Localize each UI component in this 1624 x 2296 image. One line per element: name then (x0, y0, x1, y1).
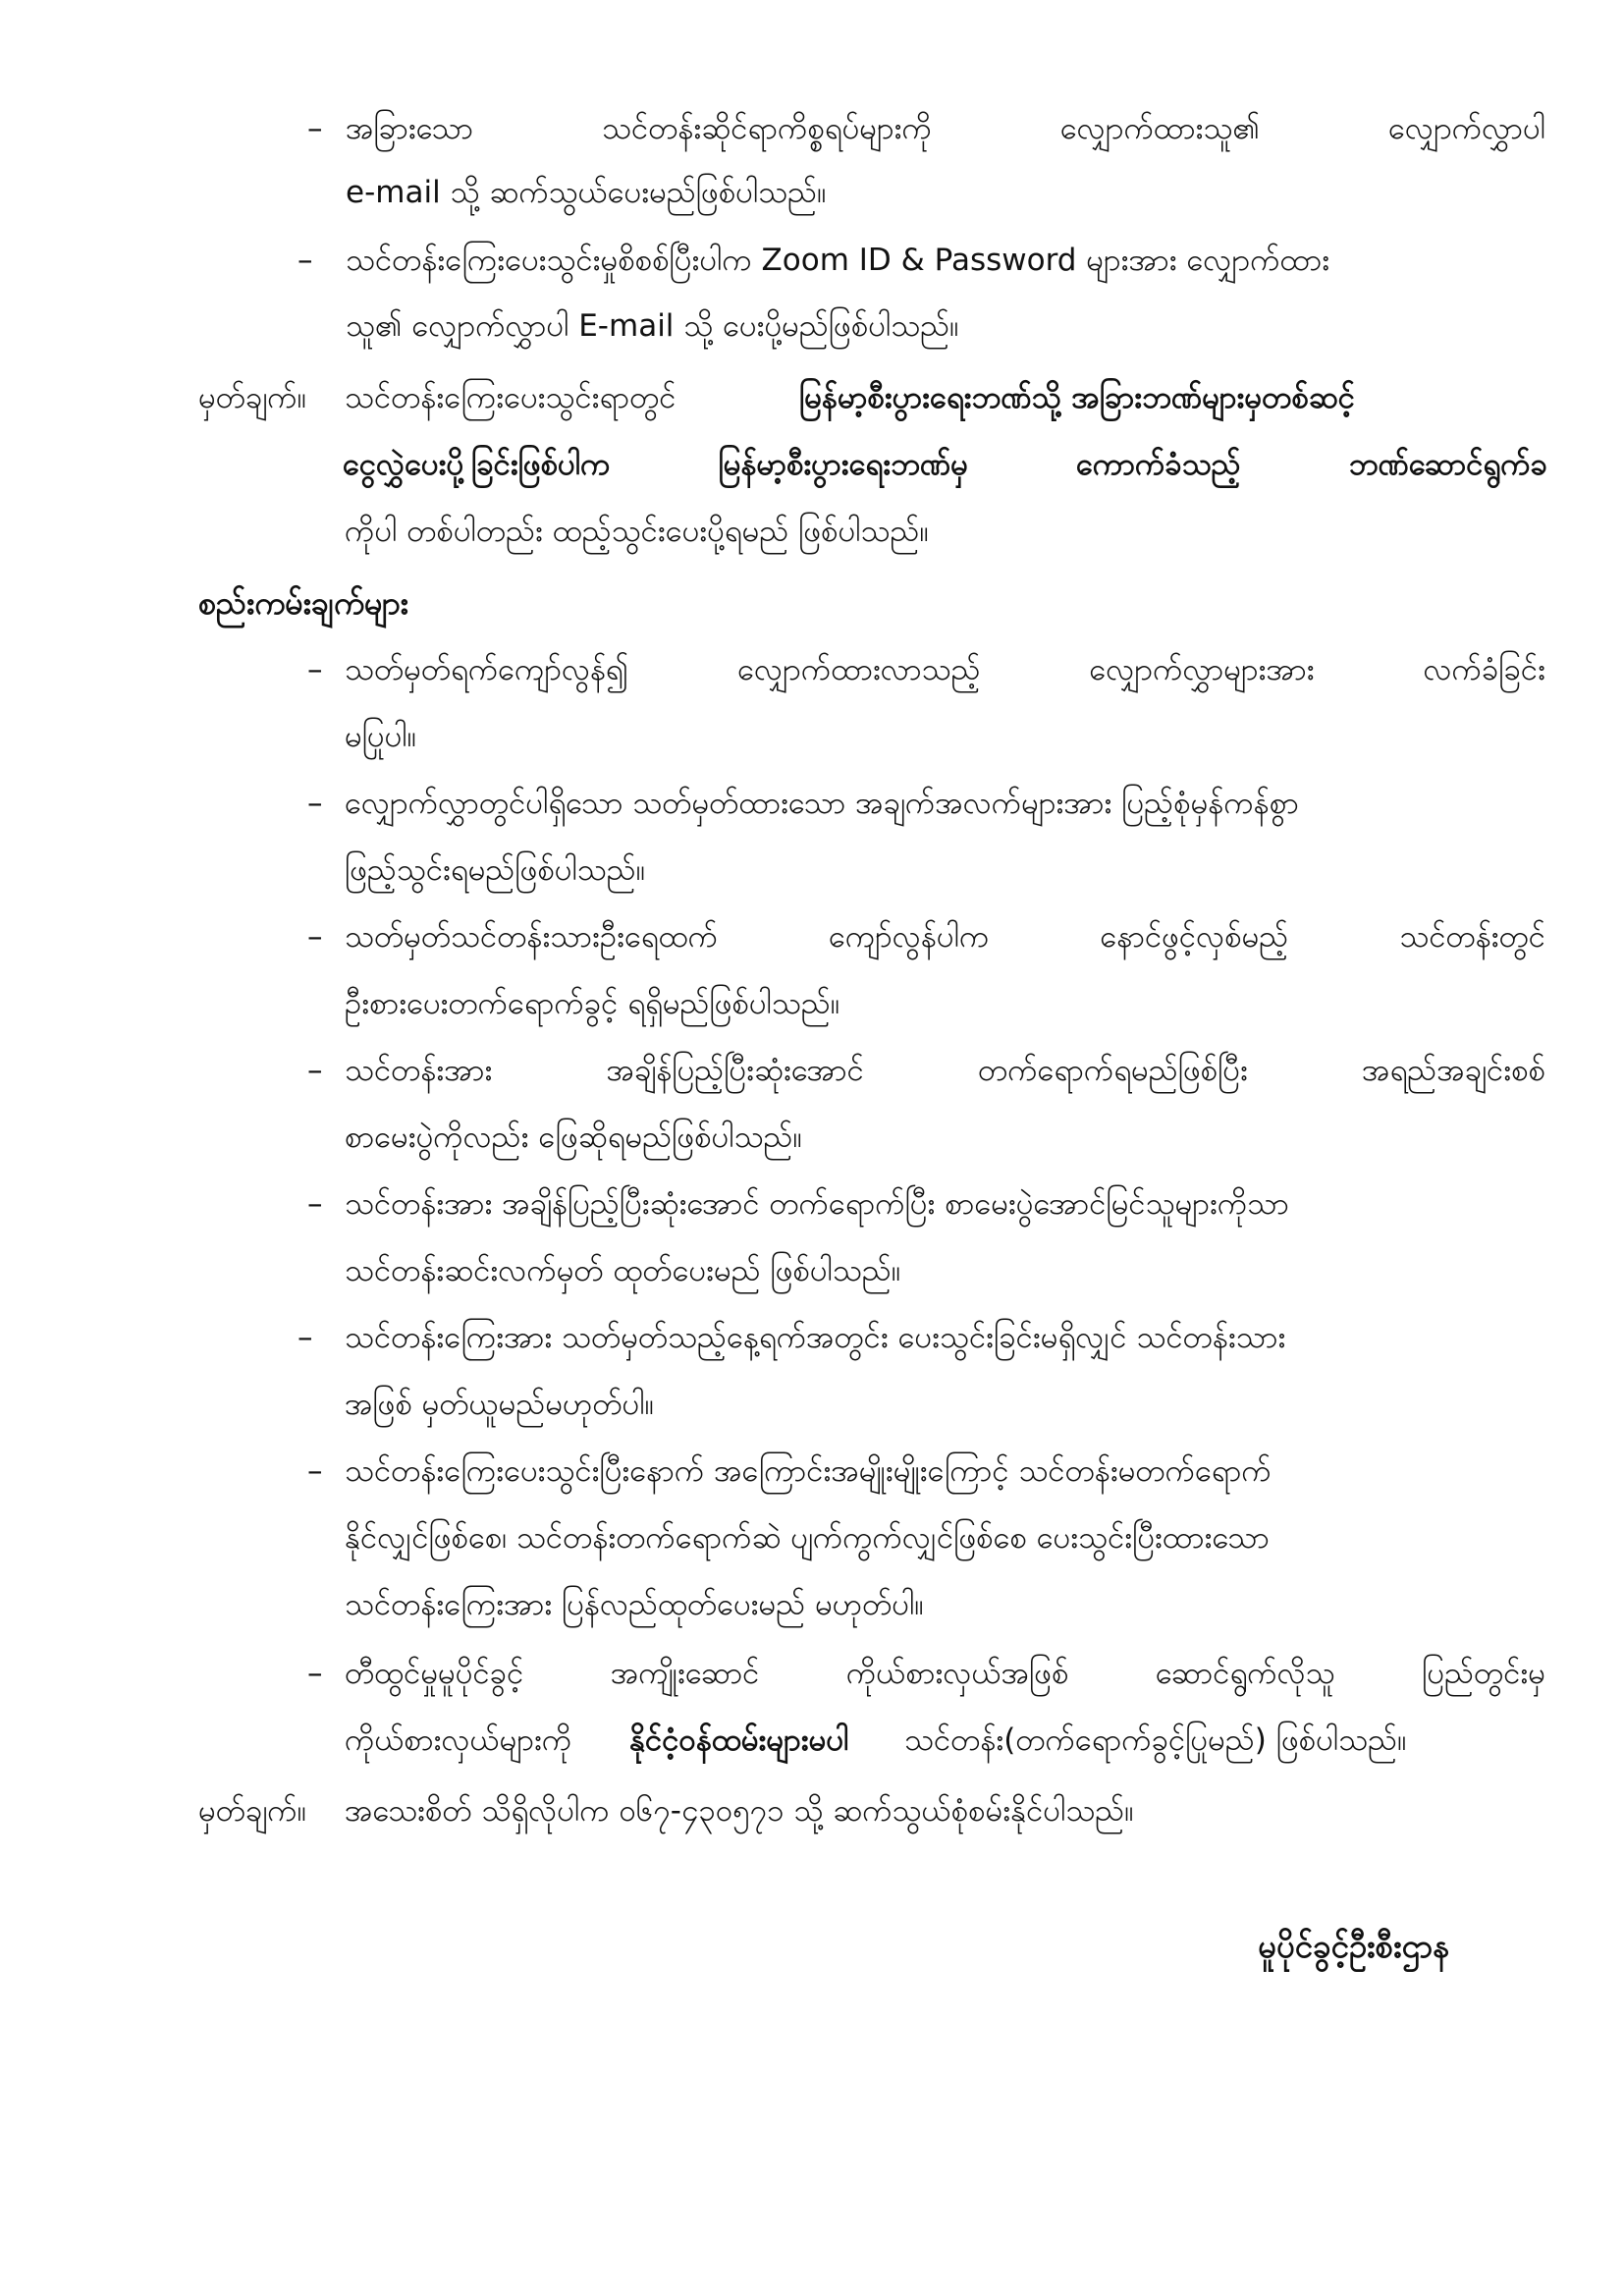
rule-line: ဖြည့်သွင်းရမည်ဖြစ်ပါသည်။ (345, 852, 646, 888)
bullet-line: e-mail သို့ ဆက်သွယ်ပေးမည်ဖြစ်ပါသည်။ (346, 175, 827, 210)
rule-line: ဦးစားပေးတက်ရောက်ခွင့် ရရှိမည်ဖြစ်ပါသည်။ (345, 986, 840, 1021)
note-text: ကိုပါ တစ်ပါတည်း ထည့်သွင်းပေးပို့ရမည် ဖြစ်ပါသည်။ (345, 514, 929, 549)
rule-dash: – (307, 1053, 323, 1088)
rule-dash: – (307, 1186, 323, 1222)
rule-line: သတ်မှတ်သင်တန်းသားဦးရေထက် ကျော်လွန်ပါက နောင်ဖွင့်လှစ်မည့် သင်တန်းတွင် (345, 919, 1545, 955)
rule-dash: – (307, 919, 323, 955)
bullet-line: သူ၏ လျှောက်လွှာပါ E-mail သို့ ပေးပို့မည်ဖြစ်ပါသည်။ (346, 308, 959, 344)
rule-line-segment: ကိုယ်စားလှယ်များကို (345, 1722, 572, 1758)
rule-line: သင်တန်းကြေးပေးသွင်းပြီးနောက် အကြောင်းအမျိုးမျိုးကြောင့် သင်တန်းမတက်ရောက် (345, 1453, 1272, 1489)
bullet-line: အခြားသော သင်တန်းဆိုင်ရာကိစ္စရပ်များကို လျှောက်ထားသူ၏ လျှောက်လွှာပါ (346, 111, 1545, 146)
note-label: မှတ်ချက်။ (198, 380, 306, 415)
note-text: သင်တန်းကြေးပေးသွင်းရာတွင် (345, 380, 677, 415)
rule-line: လျှောက်လွှာတွင်ပါရှိသော သတ်မှတ်ထားသော အချက်အလက်များအား ပြည့်စုံမှန်ကန်စွာ (345, 786, 1299, 821)
note-text-bold: ငွေလွှဲပေးပို့ခြင်းဖြစ်ပါက မြန်မာ့စီးပွားရေးဘဏ်မှ ကောက်ခံသည့် ဘဏ်ဆောင်ရွက်ခ (343, 447, 1547, 482)
note-label: မှတ်ချက်။ (198, 1793, 306, 1829)
rule-line: သင်တန်းအား အချိန်ပြည့်ပြီးဆုံးအောင် တက်ရောက်ပြီး စာမေးပွဲအောင်မြင်သူများကိုသာ (345, 1186, 1289, 1222)
rule-line: သင်တန်းအား အချိန်ပြည့်ပြီးဆုံးအောင် တက်ရောက်ရမည်ဖြစ်ပြီး အရည်အချင်းစစ် (345, 1053, 1545, 1088)
rule-line: မပြုပါ။ (345, 719, 417, 754)
bullet-dash: – (307, 111, 323, 146)
rule-dash: – (307, 1453, 323, 1489)
rule-line-bold-segment: နိုင်ငံ့ဝန်ထမ်းများမပါ (629, 1722, 849, 1758)
bullet-dash: – (298, 243, 313, 278)
rule-line: သတ်မှတ်ရက်ကျော်လွန်၍ လျှောက်ထားလာသည့် လျှောက်လွှာများအား လက်ခံခြင်း (345, 652, 1545, 687)
rules-heading: စည်းကမ်းချက်များ (198, 584, 408, 622)
rule-dash: – (307, 652, 323, 687)
rule-line: အဖြစ် မှတ်ယူမည်မဟုတ်ပါ။ (345, 1387, 654, 1422)
rule-dash: – (298, 1320, 313, 1355)
note-text-bold: မြန်မာ့စီးပွားရေးဘဏ်သို့ အခြားဘဏ်များမှတစ်ဆင့် (799, 380, 1355, 415)
rule-line-segment: သင်တန်း(တက်ရောက်ခွင့်ပြုမည်) ဖြစ်ပါသည်။ (904, 1722, 1407, 1758)
rule-line: သင်တန်းကြေးအား သတ်မှတ်သည့်နေ့ရက်အတွင်း ပေးသွင်းခြင်းမရှိလျှင် သင်တန်းသား (345, 1320, 1286, 1355)
rule-dash: – (307, 1656, 323, 1691)
rule-line: စာမေးပွဲကိုလည်း ဖြေဆိုရမည်ဖြစ်ပါသည်။ (345, 1120, 802, 1155)
rule-line: သင်တန်းကြေးအား ပြန်လည်ထုတ်ပေးမည် မဟုတ်ပါ။ (345, 1587, 924, 1622)
bullet-line: သင်တန်းကြေးပေးသွင်းမှုစိစစ်ပြီးပါက Zoom ID & Password များအား လျှောက်ထား (346, 243, 1330, 278)
note-text: အသေးစိတ် သိရှိလိုပါက ၀၆၇-၄၃၀၅၇၁ သို့ ဆက်သွယ်စုံစမ်းနိုင်ပါသည်။ (345, 1793, 1134, 1829)
rule-line: နိုင်လျှင်ဖြစ်စေ၊ သင်တန်းတက်ရောက်ဆဲ ပျက်ကွက်လျှင်ဖြစ်စေ ပေးသွင်းပြီးထားသော (345, 1520, 1270, 1556)
signature-department: မူပိုင်ခွင့်ဦးစီးဌာန (1258, 1927, 1450, 1965)
rule-line: သင်တန်းဆင်းလက်မှတ် ထုတ်ပေးမည် ဖြစ်ပါသည်။ (345, 1253, 901, 1288)
rule-dash: – (307, 786, 323, 821)
rule-line: တီထွင်မှုမူပိုင်ခွင့် အကျိုးဆောင် ကိုယ်စားလှယ်အဖြစ် ဆောင်ရွက်လိုသူ ပြည်တွင်းမှ (345, 1656, 1545, 1691)
